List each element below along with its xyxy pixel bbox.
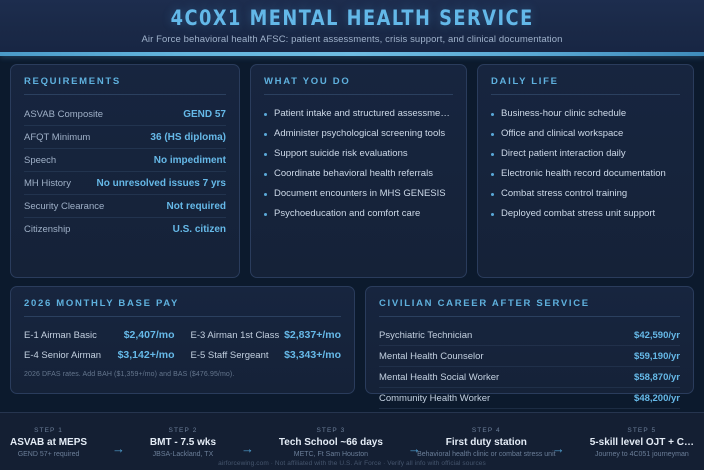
timeline-steps — [10, 427, 694, 457]
civilian-salary: $58,870/yr — [634, 371, 680, 383]
table-row — [379, 346, 680, 367]
step-title: Tech School ~66 days — [278, 436, 383, 448]
list-item — [264, 203, 453, 223]
step-number: STEP 5 — [627, 426, 657, 434]
step-subtitle: METC, Ft Sam Houston — [293, 450, 369, 458]
bullet-dot-icon — [491, 213, 494, 216]
table-row — [24, 172, 226, 195]
civilian-salary: $48,200/yr — [634, 392, 680, 404]
list-item — [491, 183, 680, 203]
bullet-dot-icon — [264, 153, 267, 156]
step-title: ASVAB at MEPS — [10, 436, 88, 448]
timeline-step-1 — [10, 427, 87, 457]
base-pay-panel-title: 2026 MONTHLY BASE PAY — [24, 298, 341, 317]
list-item-label: Deployed combat stress unit support — [501, 207, 656, 219]
list-item-label: Support suicide risk evaluations — [274, 147, 408, 159]
pay-amount: $2,837+/mo — [284, 329, 341, 341]
list-item — [264, 143, 453, 163]
bullet-dot-icon — [491, 153, 494, 156]
list-item-label: Office and clinical workspace — [501, 127, 624, 139]
table-row — [24, 195, 226, 218]
step-number: STEP 1 — [34, 426, 63, 434]
list-item-label: Electronic health record documentation — [501, 167, 666, 179]
bullet-dot-icon — [264, 213, 267, 216]
step-title: 5-skill level OJT + C… — [589, 436, 694, 448]
daily-life-panel-title: DAILY LIFE — [491, 76, 680, 95]
list-item-label: Administer psychological screening tools — [274, 127, 446, 139]
footer-disclaimer: airforcewing.com · Not affiliated with the U.S. Air Force · Verify all info with official sources — [218, 460, 486, 467]
content-area — [0, 56, 704, 412]
pay-cell — [24, 345, 175, 365]
timeline-step-4 — [417, 426, 556, 458]
page-subtitle: Air Force behavioral health AFSC: patient assessments, crisis support, and clinical documentation — [141, 34, 563, 46]
list-item — [491, 203, 680, 223]
pay-rank-label: E-1 Airman Basic — [24, 330, 97, 341]
pay-cell — [191, 345, 342, 365]
civilian-salary: $59,190/yr — [634, 350, 680, 362]
requirement-label: Security Clearance — [24, 200, 105, 212]
base-pay-panel — [10, 286, 355, 394]
pay-rank-label: E-5 Staff Sergeant — [190, 350, 269, 361]
pay-rank-label: E-3 Airman 1st Class — [190, 330, 280, 341]
table-row — [24, 218, 226, 240]
table-row — [24, 126, 226, 149]
civilian-salary: $42,590/yr — [634, 329, 680, 341]
civilian-job-label: Mental Health Counselor — [379, 350, 484, 362]
pay-cell — [24, 325, 175, 345]
civilian-job-label: Community Health Worker — [379, 392, 491, 404]
requirement-value: Not required — [166, 200, 226, 212]
arrow-right-icon: → — [240, 440, 254, 456]
arrow-right-icon: → — [407, 440, 421, 456]
bullet-dot-icon — [491, 133, 494, 136]
timeline-step-5 — [590, 427, 694, 457]
table-row — [379, 367, 680, 388]
bottom-panel-row — [10, 286, 694, 404]
requirement-label: AFQT Minimum — [24, 131, 91, 143]
bullet-dot-icon — [491, 113, 494, 116]
civilian-job-label: Mental Health Social Worker — [379, 371, 500, 383]
page-title: 4C0X1 MENTAL HEALTH SERVICE — [170, 5, 534, 30]
career-timeline — [0, 412, 704, 470]
step-title: BMT - 7.5 wks — [149, 436, 217, 448]
requirements-panel — [10, 64, 240, 278]
step-title: First duty station — [445, 436, 527, 448]
pay-amount: $3,142+/mo — [117, 349, 175, 361]
base-pay-footnote: 2026 DFAS rates. Add BAH ($1,359+/mo) and BAS ($476.95/mo). — [24, 371, 235, 378]
step-number: STEP 2 — [168, 426, 198, 434]
table-row — [24, 149, 226, 172]
pay-amount: $3,343+/mo — [284, 349, 341, 361]
requirement-value: 36 (HS diploma) — [150, 131, 226, 143]
requirement-label: ASVAB Composite — [24, 108, 104, 120]
requirement-value: No unresolved issues 7 yrs — [96, 177, 226, 189]
daily-life-panel — [477, 64, 694, 278]
table-row — [379, 388, 680, 409]
step-number: STEP 3 — [316, 426, 346, 434]
civilian-career-panel — [365, 286, 694, 404]
step-subtitle: Journey to 4C051 journeyman — [594, 450, 689, 458]
pay-rank-label: E-4 Senior Airman — [24, 350, 102, 361]
page-header — [0, 0, 704, 52]
bullet-dot-icon — [264, 193, 267, 196]
what-you-do-panel-title: WHAT YOU DO — [264, 76, 453, 95]
bullet-dot-icon — [264, 133, 267, 136]
requirement-value: No impediment — [153, 154, 226, 166]
requirement-value: GEND 57 — [183, 108, 226, 120]
requirement-label: MH History — [24, 177, 71, 189]
list-item-label: Psychoeducation and comfort care — [274, 207, 421, 219]
requirement-value: U.S. citizen — [172, 223, 226, 235]
arrow-right-icon: → — [551, 440, 565, 456]
bullet-dot-icon — [264, 113, 267, 116]
list-item — [264, 163, 453, 183]
timeline-step-3 — [279, 427, 383, 457]
table-row — [24, 103, 226, 126]
step-number: STEP 4 — [471, 426, 501, 434]
list-item — [264, 183, 453, 203]
what-you-do-panel — [250, 64, 467, 278]
table-row — [379, 325, 680, 346]
civilian-career-panel-title: CIVILIAN CAREER AFTER SERVICE — [379, 298, 680, 317]
bullet-dot-icon — [491, 173, 494, 176]
bullet-dot-icon — [264, 173, 267, 176]
list-item-label: Patient intake and structured assessme… — [274, 107, 450, 119]
top-panel-row — [10, 64, 694, 278]
list-item — [491, 143, 680, 163]
list-item — [491, 163, 680, 183]
step-subtitle: GEND 57+ required — [17, 450, 80, 458]
list-item-label: Business-hour clinic schedule — [501, 107, 627, 119]
civilian-job-label: Psychiatric Technician — [379, 329, 473, 341]
list-item — [264, 123, 453, 143]
bullet-dot-icon — [491, 193, 494, 196]
list-item — [491, 123, 680, 143]
list-item — [491, 103, 680, 123]
list-item-label: Combat stress control training — [501, 187, 628, 199]
pay-amount: $2,407/mo — [123, 329, 175, 341]
list-item-label: Document encounters in MHS GENESIS — [274, 187, 446, 199]
requirements-panel-title: REQUIREMENTS — [24, 76, 226, 95]
timeline-step-2 — [150, 427, 216, 457]
requirement-label: Speech — [24, 154, 57, 166]
list-item — [264, 103, 453, 123]
step-subtitle: Behavioral health clinic or combat stress unit — [417, 450, 556, 458]
pay-cell — [191, 325, 342, 345]
list-item-label: Coordinate behavioral health referrals — [274, 167, 433, 179]
step-subtitle: JBSA-Lackland, TX — [152, 450, 214, 458]
list-item-label: Direct patient interaction daily — [501, 147, 626, 159]
requirement-label: Citizenship — [24, 223, 71, 235]
base-pay-grid — [24, 325, 341, 365]
arrow-right-icon: → — [111, 440, 125, 456]
